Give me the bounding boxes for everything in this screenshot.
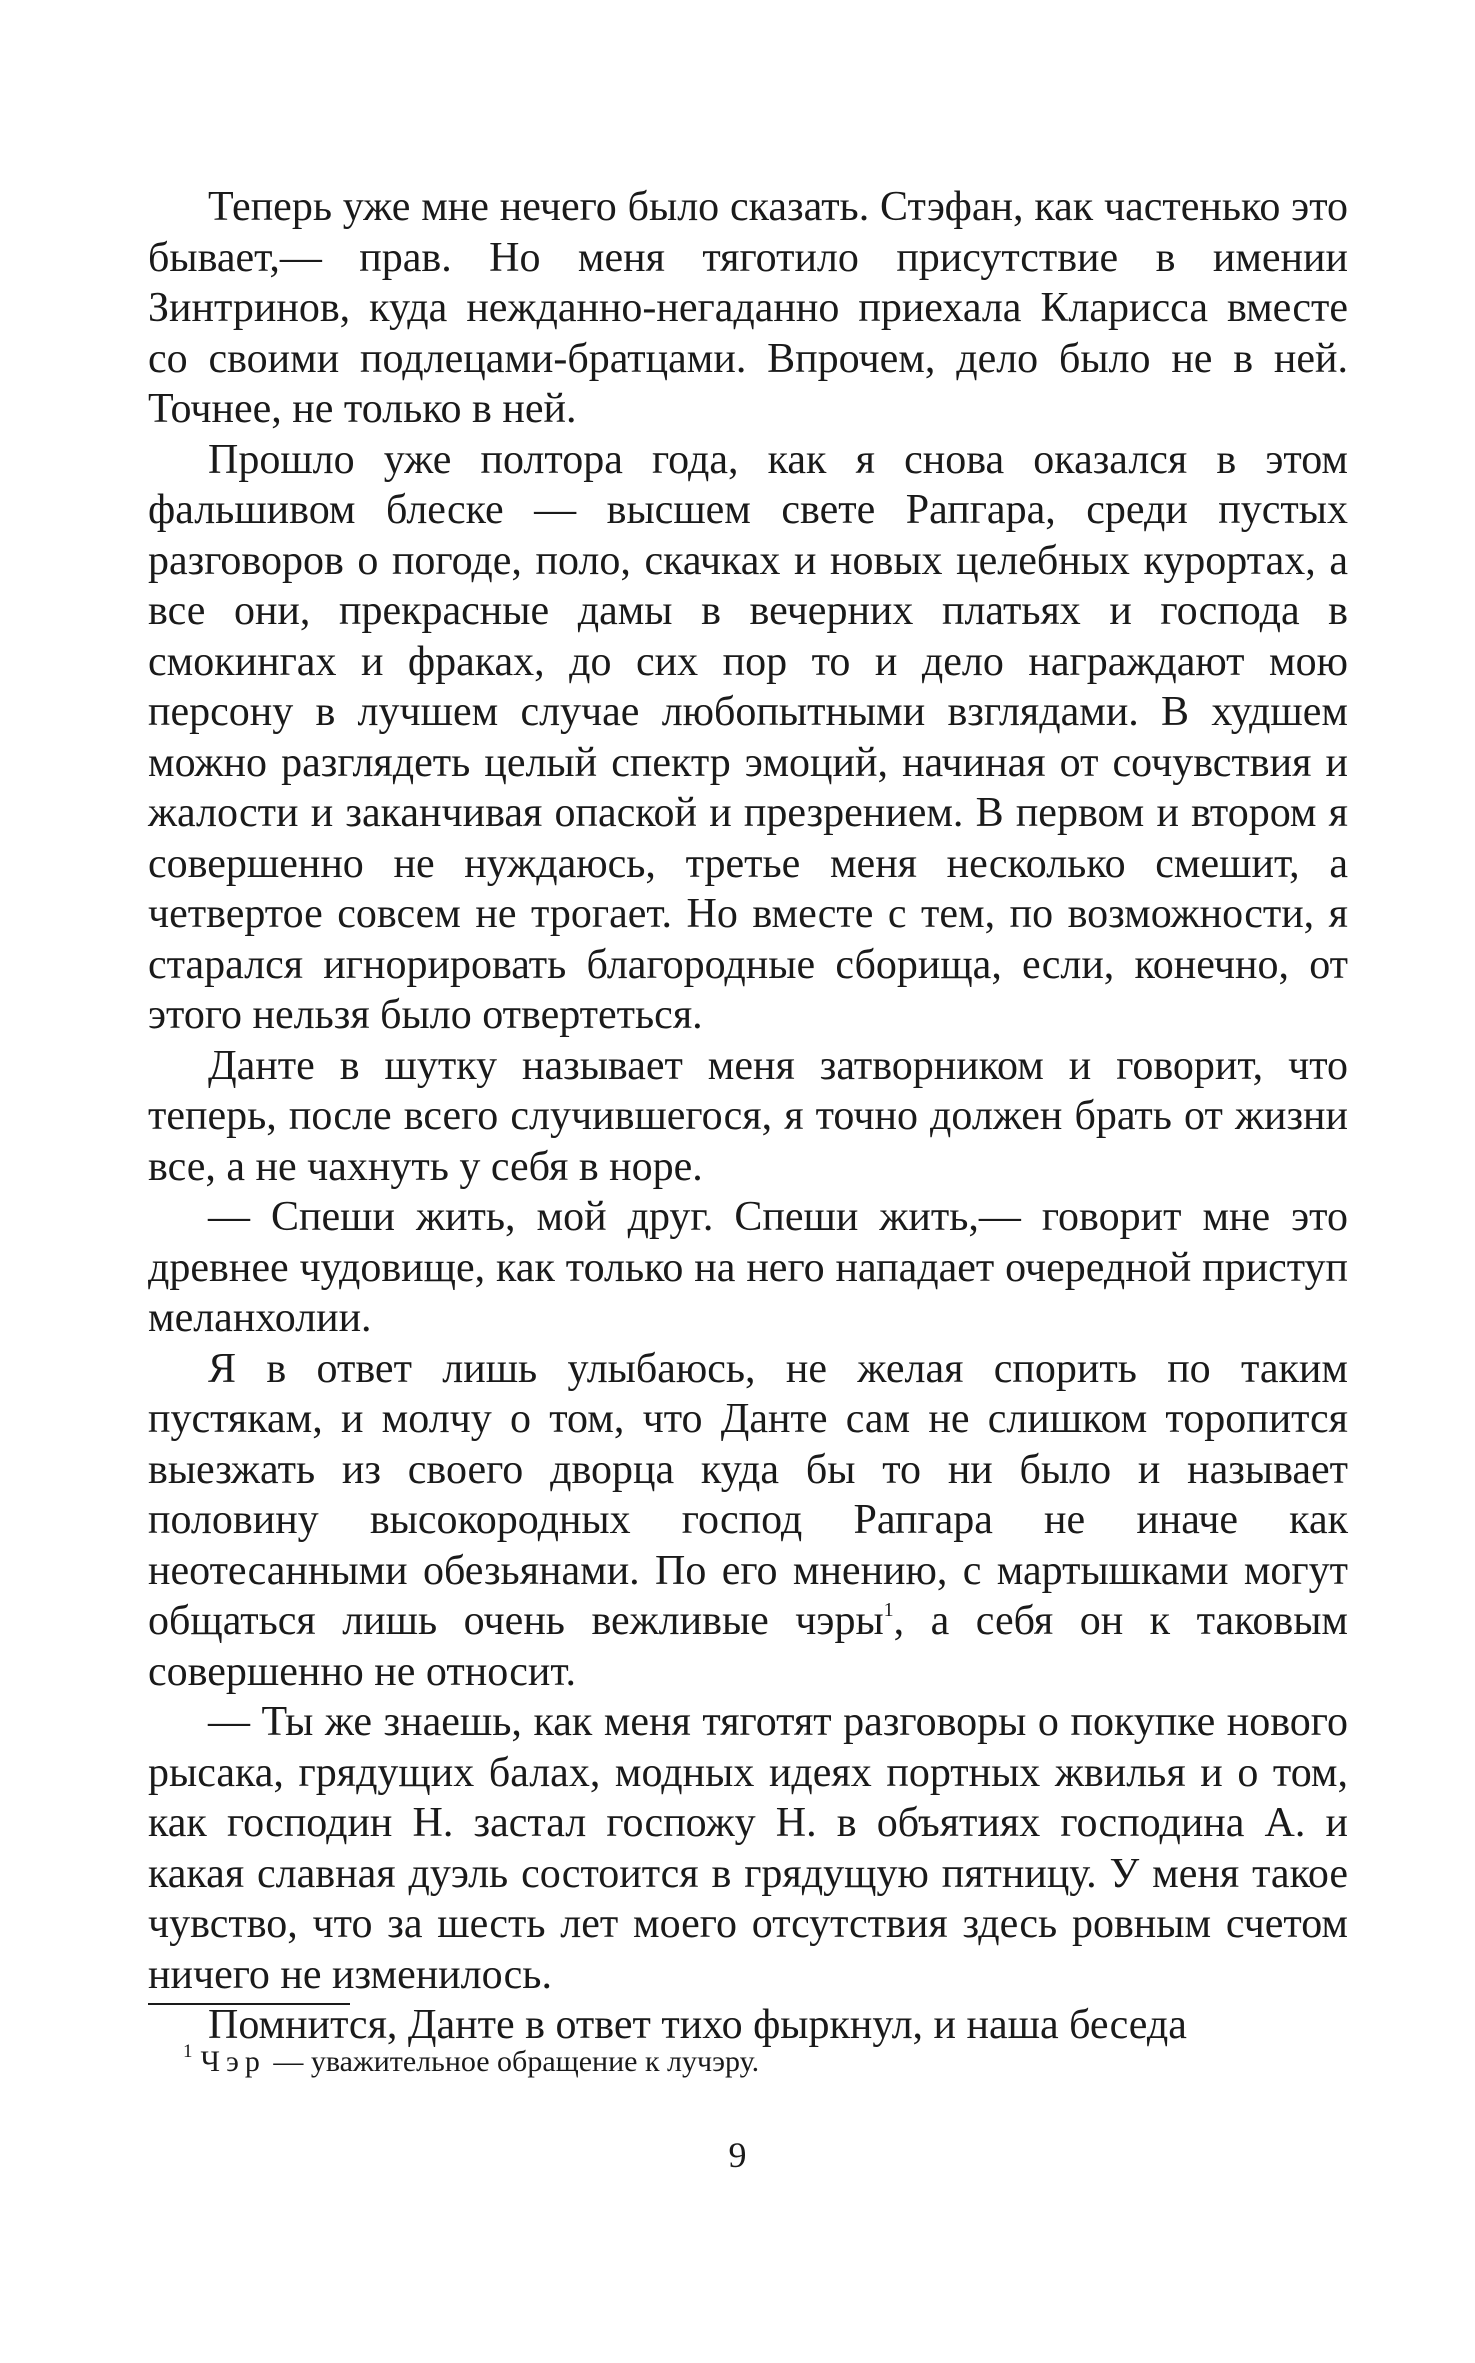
footnote-reference[interactable]: 1 bbox=[883, 1599, 894, 1621]
paragraph-5-text-after: , а себя он к таковым совершенно не относит. bbox=[148, 1598, 1348, 1695]
footnote-mark: 1 bbox=[183, 2041, 193, 2062]
footnote bbox=[183, 2042, 1283, 2082]
paragraph-6: — Ты же знаешь, как меня тяготят разговоры о покупке нового рысака, грядущих балах, модных идеях портных жвилья и о том, как господин Н. застал госпожу Н. в объятиях господина А. и какая славная дуэль состоится в грядущую пятницу. У меня такое чувство, что за шесть лет моего отсутствия здесь ровным счетом ничего не изменилось. bbox=[148, 1699, 1348, 1998]
footnote-term: Чэр bbox=[200, 2045, 266, 2078]
paragraph-5-text-before: Я в ответ лишь улыбаюсь, не желая спорить по таким пустякам, и молчу о том, что Данте сам не слишком торопится выезжать из своего дворца куда бы то ни было и называет половину высокородных господ Рапгара не иначе как неотесанными обезьянами. По его мнению, с мартышками могут общаться лишь очень вежливые чэры bbox=[148, 1345, 1348, 1644]
footnote-divider bbox=[148, 2003, 350, 2005]
paragraph-3: Данте в шутку называет меня затворником и говорит, что теперь, после всего случившегося, я точно должен брать от жизни все, а не чахнуть у себя в норе. bbox=[148, 1042, 1348, 1190]
paragraph-5 bbox=[148, 1344, 1348, 1698]
footnote-text: — уважительное обращение к лучэру. bbox=[273, 2045, 760, 2078]
paragraph-1: Теперь уже мне нечего было сказать. Стэфан, как частенько это бывает,— прав. Но меня тяготило присутствие в имении Зинтринов, куда нежданно-негаданно приехала Кларисса вместе со своими подлецами-братцами. Впрочем, дело было не в ней. Точнее, не только в ней. bbox=[148, 184, 1348, 432]
paragraph-2: Прошло уже полтора года, как я снова оказался в этом фальшивом блеске — высшем свете Рапгара, среди пустых разговоров о погоде, поло, скачках и новых целебных курортах, а все они, прекрасные дамы в вечерних платьях и господа в смокингах и фраках, до сих пор то и дело награждают мою персону в лучшем случае любопытными взглядами. В худшем можно разглядеть целый спектр эмоций, начиная от сочувствия и жалости и заканчивая опаской и презрением. В первом и втором я совершенно не нуждаюсь, третье меня несколько смешит, а четвертое совсем не трогает. Но вместе с тем, по возможности, я старался игнорировать благородные сборища, если, конечно, от этого нельзя было отвертеться. bbox=[148, 436, 1348, 1038]
main-text bbox=[148, 182, 1348, 2051]
paragraph-7: Помнится, Данте в ответ тихо фыркнул, и наша беседа bbox=[208, 2002, 1187, 2048]
paragraph-4: — Спеши жить, мой друг. Спеши жить,— говорит мне это древнее чудовище, как только на него нападает очередной приступ меланхолии. bbox=[148, 1194, 1348, 1341]
page-number: 9 bbox=[728, 2135, 747, 2175]
